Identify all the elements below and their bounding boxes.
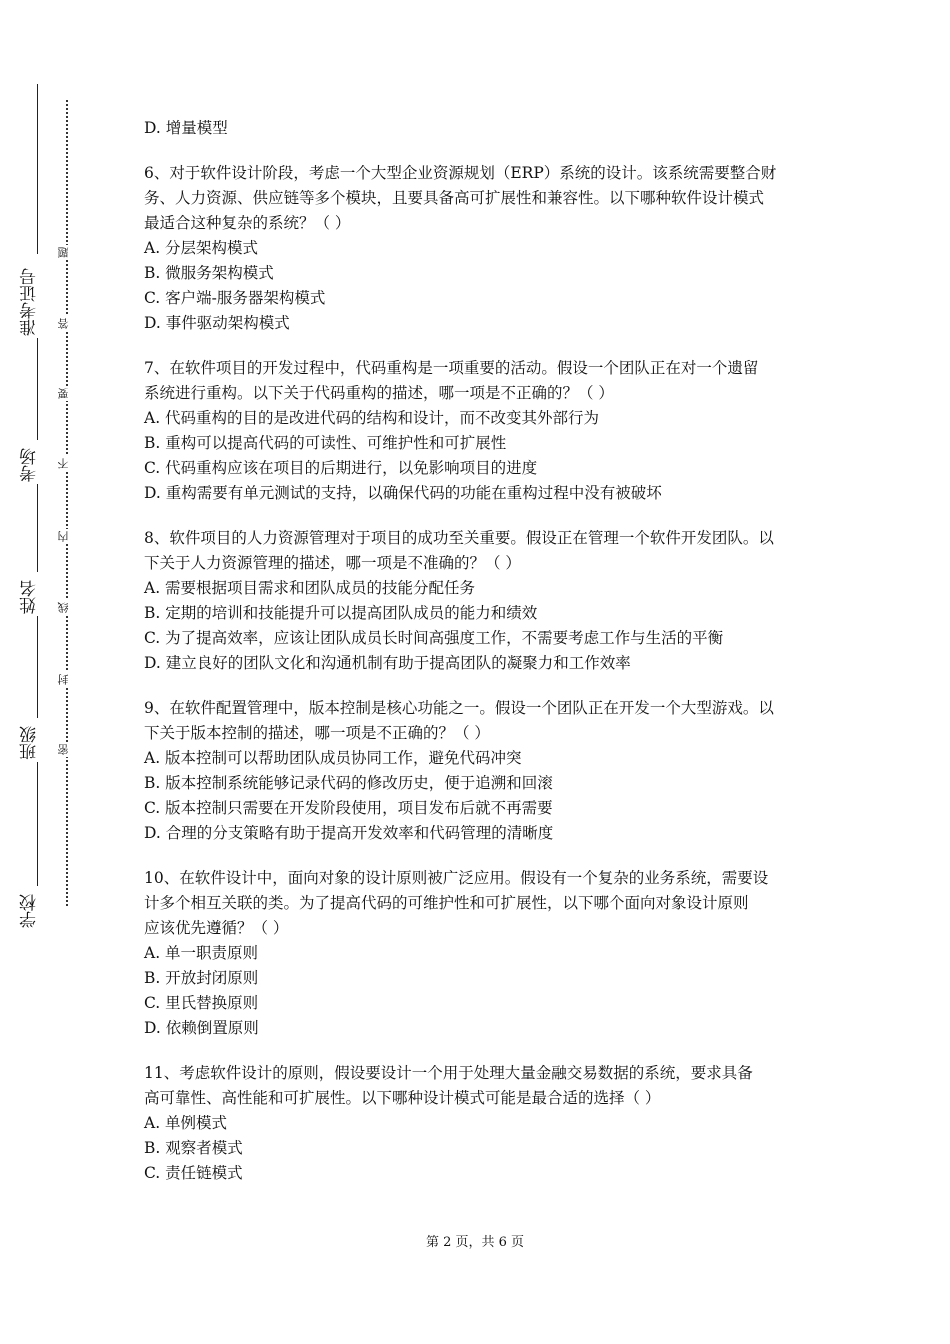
question-11: [144, 1061, 809, 1186]
question-stem: 高可靠性、高性能和可扩展性。以下哪种设计模式可能是最合适的选择（ ）: [144, 1089, 661, 1107]
option-c: C. 代码重构应该在项目的后期进行，以免影响项目的进度: [144, 459, 538, 477]
question-10: [144, 866, 809, 1041]
option-c: C. 责任链模式: [144, 1164, 243, 1182]
exam-room-label: 考场: [20, 448, 40, 482]
binding-line: [37, 484, 38, 572]
option-d: D. 重构需要有单元测试的支持，以确保代码的功能在重构过程中没有被破坏: [144, 484, 662, 502]
binding-line: [37, 762, 38, 886]
question-stem: 系统进行重构。以下关于代码重构的描述，哪一项是不正确的？（ ）: [144, 384, 614, 402]
seal-char: 答: [58, 316, 76, 331]
question-stem: 8、软件项目的人力资源管理对于项目的成功至关重要。假设正在管理一个软件开发团队。以: [144, 529, 774, 547]
class-label: 班级: [20, 726, 40, 760]
option-a: A. 版本控制可以帮助团队成员协同工作，避免代码冲突: [144, 749, 522, 767]
question-stem: 下关于版本控制的描述，哪一项是不正确的？（ ）: [144, 724, 490, 742]
seal-char: 不: [58, 456, 76, 471]
question-content: [144, 116, 809, 1186]
option-c: C. 为了提高效率，应该让团队成员长时间高强度工作，不需要考虑工作与生活的平衡: [144, 629, 724, 647]
question-stem: 务、人力资源、供应链等多个模块，且要具备高可扩展性和兼容性。以下哪种软件设计模式: [144, 189, 765, 207]
binding-line: [37, 616, 38, 718]
option-b: B. 开放封闭原则: [144, 969, 259, 987]
question-stem: 6、对于软件设计阶段，考虑一个大型企业资源规划（ERP）系统的设计。该系统需要整合财: [144, 164, 777, 182]
option-d: D. 事件驱动架构模式: [144, 314, 290, 332]
option-a: A. 代码重构的目的是改进代码的结构和设计，而不改变其外部行为: [144, 409, 600, 427]
question-9: [144, 696, 809, 846]
question-stem: 9、在软件配置管理中，版本控制是核心功能之一。假设一个团队正在开发一个大型游戏。以: [144, 699, 774, 717]
question-stem: 11、考虑软件设计的原则，假设要设计一个用于处理大量金融交易数据的系统，要求具备: [144, 1064, 753, 1082]
option-d: D. 建立良好的团队文化和沟通机制有助于提高团队的凝聚力和工作效率: [144, 654, 631, 672]
option-line: D. 增量模型: [144, 119, 228, 137]
option-c: C. 里氏替换原则: [144, 994, 259, 1012]
seal-char: 要: [58, 386, 76, 401]
seal-char: 题: [58, 245, 76, 260]
option-a: A. 单例模式: [144, 1114, 228, 1132]
option-a: A. 需要根据项目需求和团队成员的技能分配任务: [144, 579, 476, 597]
question-stem: 7、在软件项目的开发过程中，代码重构是一项重要的活动。假设一个团队正在对一个遗留: [144, 359, 759, 377]
seal-dotted-line: [66, 100, 68, 906]
name-label: 姓名: [20, 580, 40, 614]
option-c: C. 客户端-服务器架构模式: [144, 289, 326, 307]
question-stem: 最适合这种复杂的系统？（ ）: [144, 214, 351, 232]
exam-id-label: 准考证号: [20, 268, 40, 336]
binding-line: [37, 84, 38, 254]
seal-char: 封: [58, 672, 76, 687]
page-footer: 第 2 页，共 6 页: [425, 1235, 525, 1250]
question-6: [144, 161, 809, 336]
question-stem: 下关于人力资源管理的描述，哪一项是不准确的？（ ）: [144, 554, 521, 572]
question-stem: 应该优先遵循？（ ）: [144, 919, 289, 937]
binding-margin: [0, 0, 95, 1344]
seal-char: 内: [58, 529, 76, 544]
school-label: 学校: [20, 894, 40, 928]
option-d: D. 依赖倒置原则: [144, 1019, 259, 1037]
option-c: C. 版本控制只需要在开发阶段使用，项目发布后就不再需要: [144, 799, 553, 817]
option-a: A. 分层架构模式: [144, 239, 259, 257]
option-a: A. 单一职责原则: [144, 944, 259, 962]
option-b: B. 观察者模式: [144, 1139, 243, 1157]
question-stem: 10、在软件设计中，面向对象的设计原则被广泛应用。假设有一个复杂的业务系统，需要设: [144, 869, 769, 887]
seal-char: 密: [58, 742, 76, 757]
option-b: B. 重构可以提高代码的可读性、可维护性和可扩展性: [144, 434, 507, 452]
question-7: [144, 356, 809, 506]
option-b: B. 定期的培训和技能提升可以提高团队成员的能力和绩效: [144, 604, 538, 622]
seal-char: 线: [58, 600, 76, 615]
question-stem: 计多个相互关联的类。为了提高代码的可维护性和可扩展性，以下哪个面向对象设计原则: [144, 894, 749, 912]
binding-line: [37, 338, 38, 440]
option-b: B. 版本控制系统能够记录代码的修改历史，便于追溯和回滚: [144, 774, 553, 792]
option-b: B. 微服务架构模式: [144, 264, 274, 282]
option-d: D. 合理的分支策略有助于提高开发效率和代码管理的清晰度: [144, 824, 554, 842]
question-8: [144, 526, 809, 676]
